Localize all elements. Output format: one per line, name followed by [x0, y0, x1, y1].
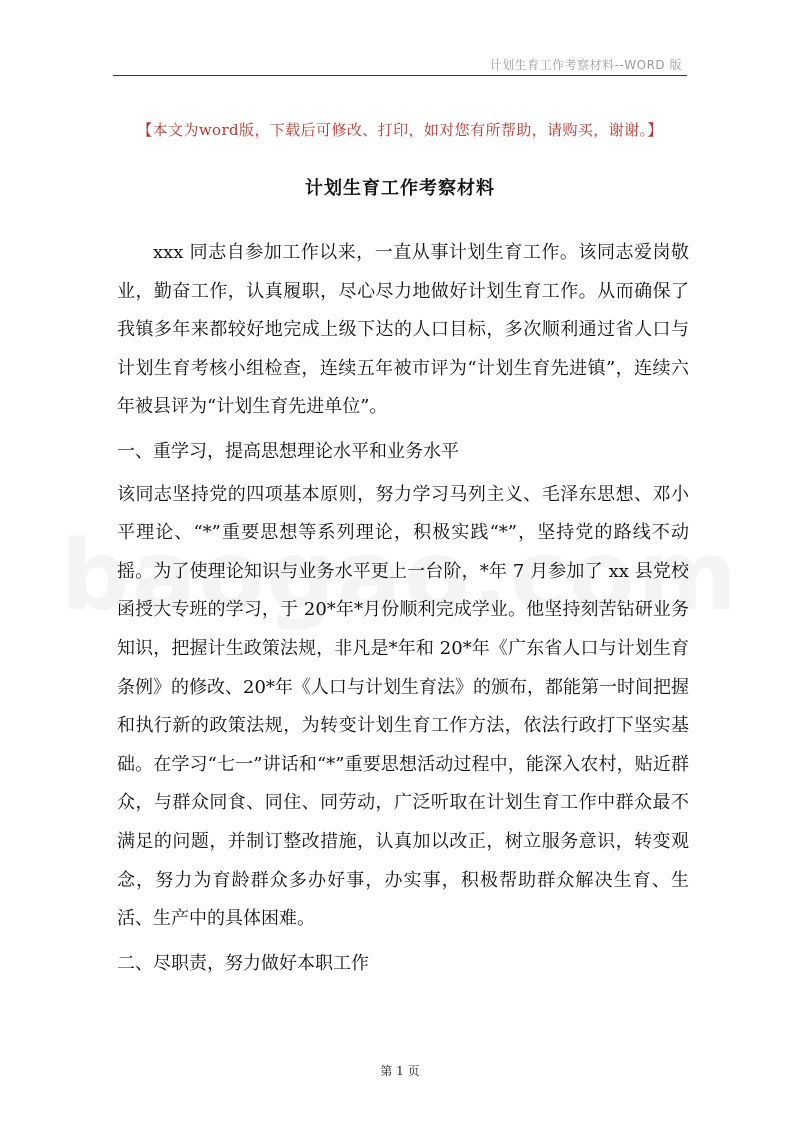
- page-number: 第 1 页: [380, 1064, 420, 1078]
- section-heading-2: 二、尽职责，努力做好本职工作: [117, 952, 369, 974]
- running-header: 计划生育工作考察材料--WORD 版: [489, 58, 682, 72]
- section-paragraph-1: 该同志坚持党的四项基本原则，努力学习马列主义、毛泽东思想、邓小平理论、“*”重要思想等系列理论，积极实践“*”，坚持党的路线不动摇。为了使理论知识与业务水平更上一台阶，*年 7 月参加了 xx 县党校函授大专班的学习，于 20*年*月份顺利完成学业。他坚持刻苦钻研业务知识，把握计生政策法规，非凡是*年和 20*年《广东省人口与计划生育条例》的修改、20*年《人口与计划生育法》的颁布，都能第一时间把握和执行新的政策法规，为转变计划生育工作方法，依法行政打下坚实基础。在学习“七一”讲话和“*”重要思想活动过程中，能深入农村，贴近群众，与群众同食、同住、同劳动，广泛听取在计划生育工作中群众最不满足的问题，并制订整改措施，认真加以改正，树立服务意识，转变观念，努力为育龄群众多办好事，办实事，积极帮助群众解决生育、生活、生产中的具体困难。: [117, 483, 689, 930]
- purchase-notice: 【本文为word版，下载后可修改、打印，如对您有所帮助，请购买，谢谢。】: [137, 121, 663, 139]
- document-title: 计划生育工作考察材料: [305, 178, 495, 199]
- header-divider: [113, 75, 687, 76]
- intro-paragraph: xxx 同志自参加工作以来，一直从事计划生育工作。该同志爱岗敬业，勤奋工作，认真履职，尽心尽力地做好计划生育工作。从而确保了我镇多年来都较好地完成上级下达的人口目标，多次顺利通过省人口与计划生育考核小组检查，连续五年被市评为“计划生育先进镇”，连续六年被县评为“计划生育先进单位”。: [117, 242, 689, 418]
- section-heading-1: 一、重学习，提高思想理论水平和业务水平: [117, 440, 459, 462]
- document-body: [117, 234, 689, 983]
